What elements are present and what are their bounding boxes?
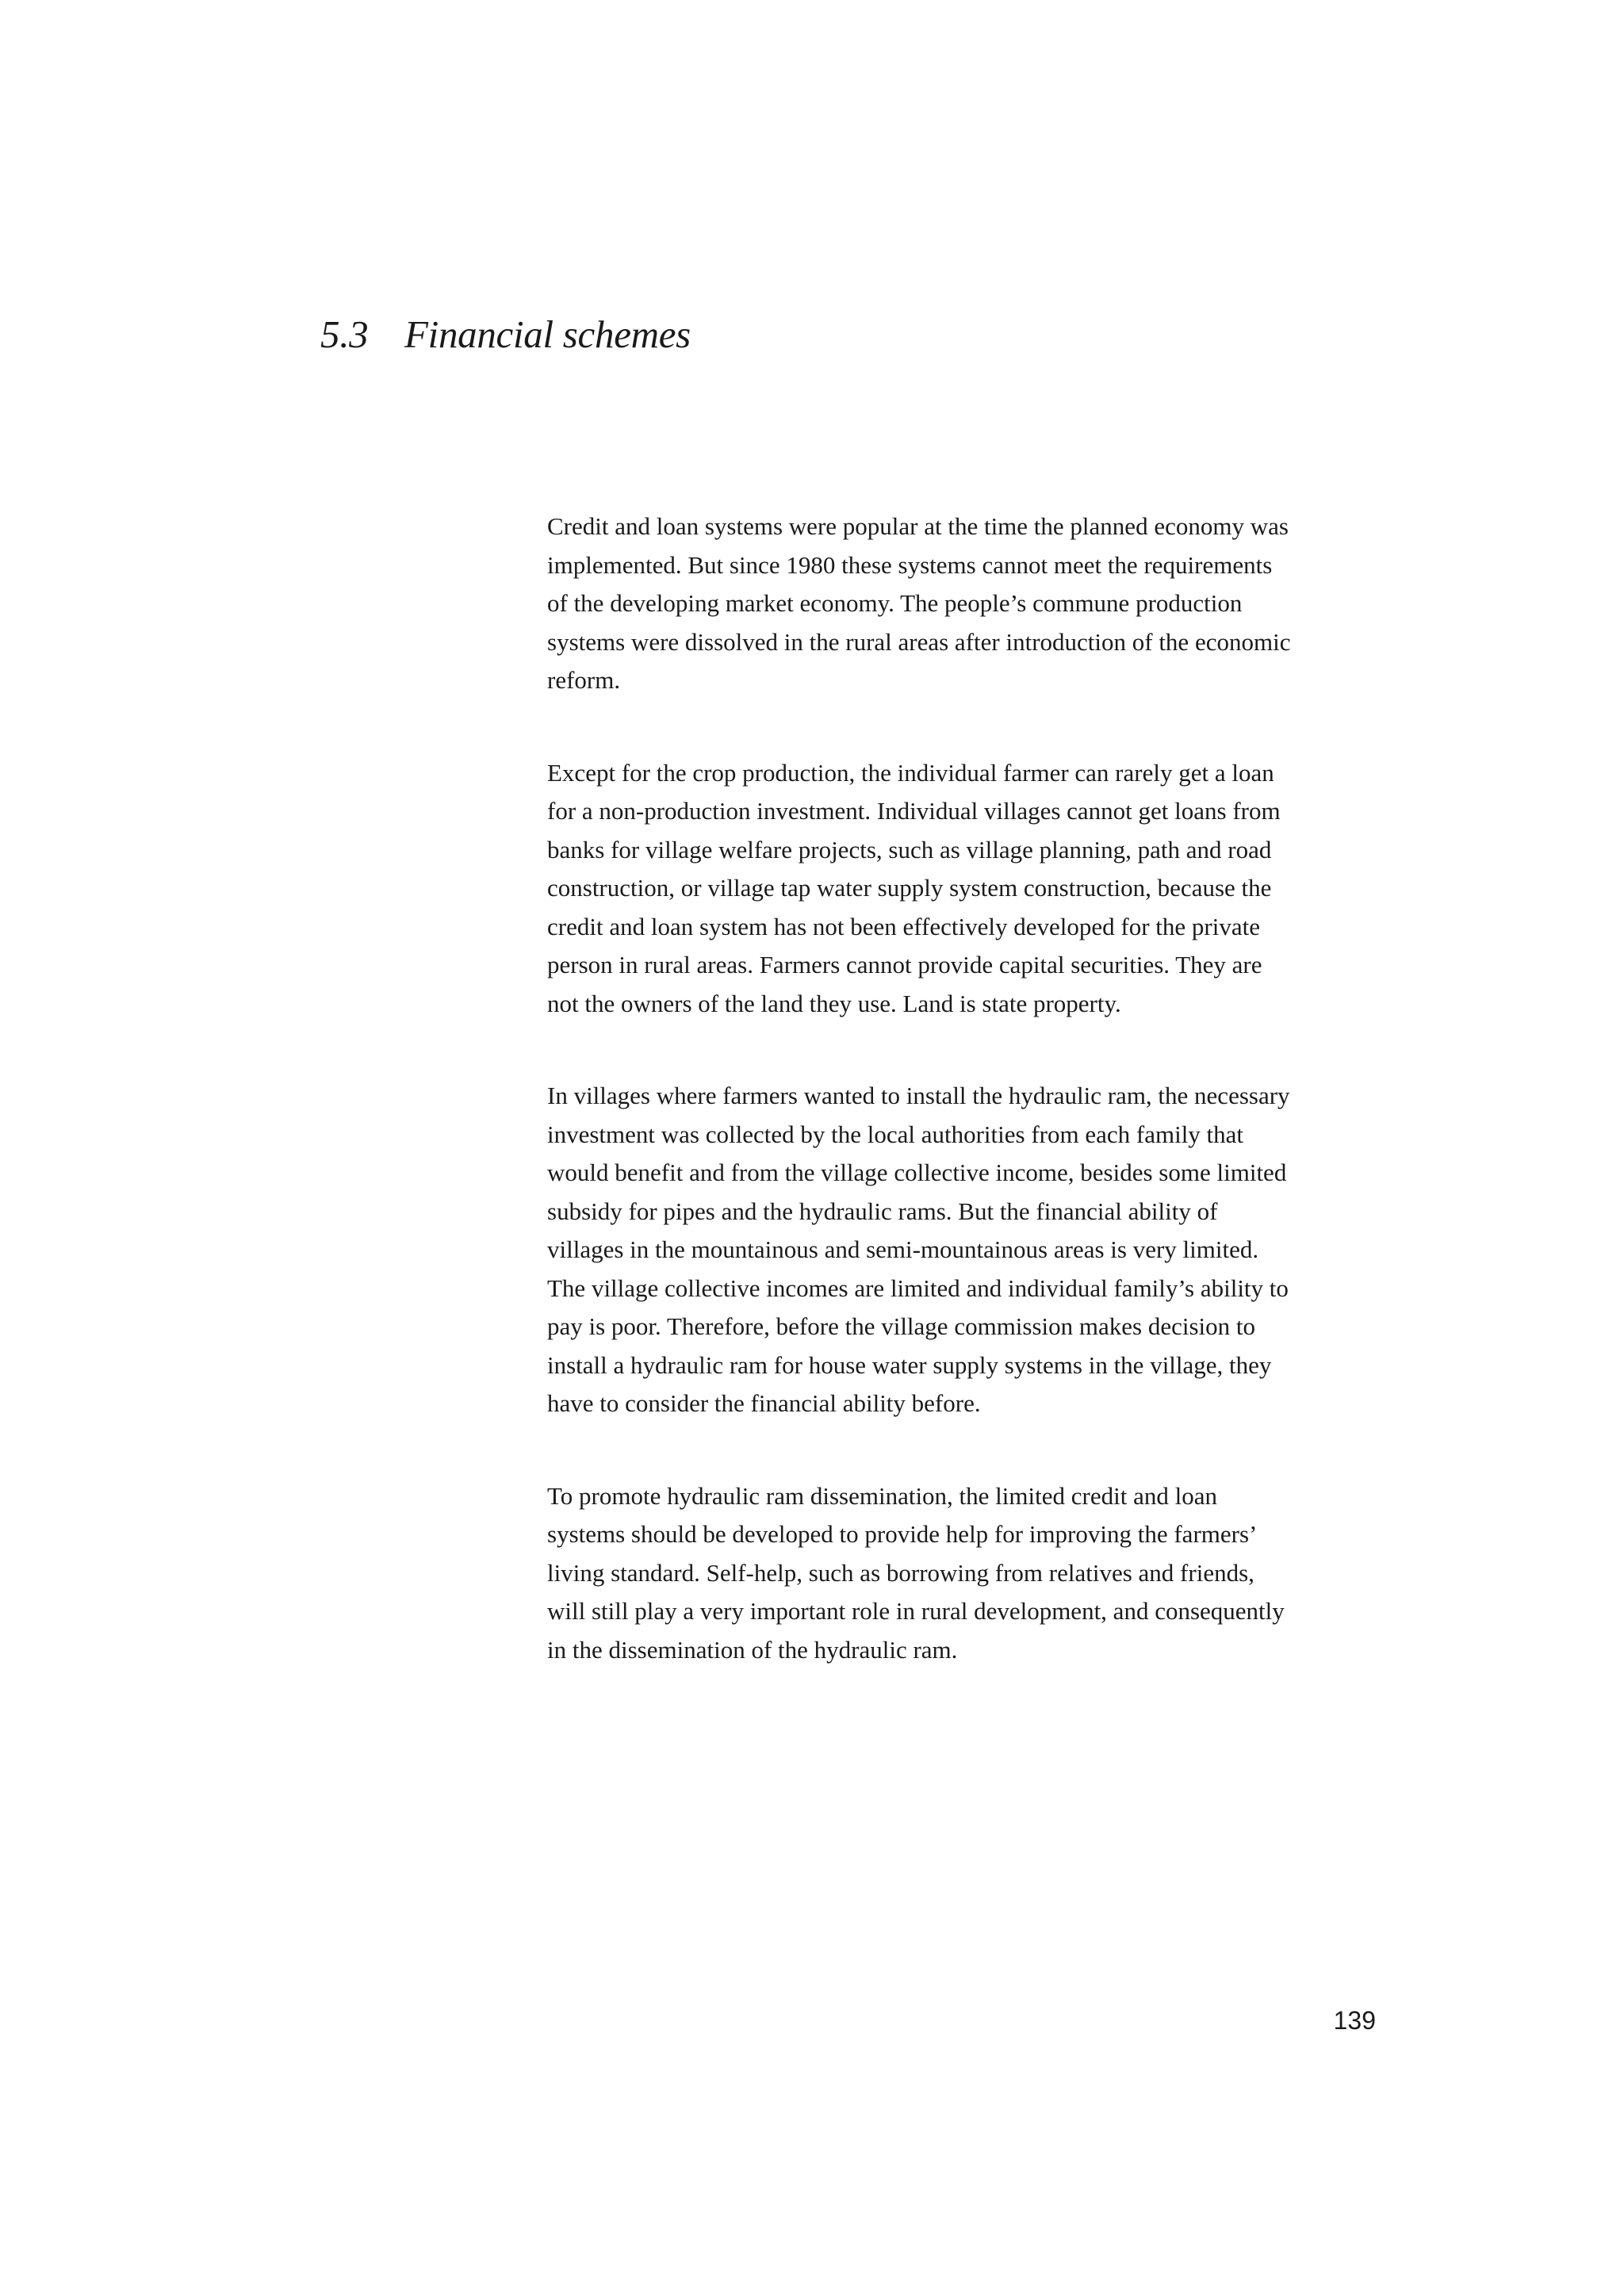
text-line: investment was collected by the local authorities from each family that bbox=[547, 1120, 1244, 1148]
text-line: subsidy for pipes and the hydraulic rams. But the financial ability of bbox=[547, 1197, 1218, 1225]
body-text bbox=[547, 507, 1419, 1723]
paragraph-dissemination bbox=[547, 1477, 1419, 1670]
page-number: 139 bbox=[1333, 2006, 1376, 2035]
text-line: credit and loan system has not been effectively developed for the private bbox=[547, 912, 1260, 940]
text-line: for a non-production investment. Individual villages cannot get loans from bbox=[547, 797, 1281, 825]
text-line: pay is poor. Therefore, before the village commission makes decision to bbox=[547, 1312, 1256, 1340]
section-number: 5.3 bbox=[320, 312, 369, 356]
text-line: Except for the crop production, the individual farmer can rarely get a loan bbox=[547, 758, 1274, 787]
text-line: living standard. Self-help, such as borrowing from relatives and friends, bbox=[547, 1558, 1254, 1587]
text-line: Credit and loan systems were popular at the time the planned economy was bbox=[547, 512, 1289, 540]
paragraph-credit-systems bbox=[547, 507, 1419, 700]
text-line: would benefit and from the village collective income, besides some limited bbox=[547, 1158, 1287, 1186]
text-line: will still play a very important role in rural development, and consequently bbox=[547, 1597, 1285, 1625]
text-line: reform. bbox=[547, 666, 621, 694]
section-heading bbox=[320, 311, 691, 358]
text-line: To promote hydraulic ram dissemination, the limited credit and loan bbox=[547, 1481, 1217, 1510]
text-line: implemented. But since 1980 these systems cannot meet the requirements bbox=[547, 550, 1273, 579]
text-line: The village collective incomes are limited and individual family’s ability to bbox=[547, 1273, 1289, 1302]
text-line: have to consider the financial ability before. bbox=[547, 1389, 981, 1417]
text-line: systems should be developed to provide help for improving the farmers’ bbox=[547, 1520, 1258, 1548]
section-title: Financial schemes bbox=[404, 312, 691, 356]
text-line: of the developing market economy. The people’s commune production bbox=[547, 589, 1243, 617]
text-line: in the dissemination of the hydraulic ram. bbox=[547, 1635, 958, 1664]
paragraph-village-investment bbox=[547, 1077, 1419, 1423]
text-line: install a hydraulic ram for house water supply systems in the village, they bbox=[547, 1350, 1272, 1379]
paragraph-farmer-loans bbox=[547, 754, 1419, 1024]
text-line: not the owners of the land they use. Land is state property. bbox=[547, 989, 1121, 1017]
text-line: In villages where farmers wanted to install the hydraulic ram, the necessary bbox=[547, 1082, 1290, 1109]
text-line: banks for village welfare projects, such as village planning, path and road bbox=[547, 835, 1272, 864]
text-line: construction, or village tap water supply system construction, because the bbox=[547, 874, 1272, 902]
text-line: villages in the mountainous and semi-mountainous areas is very limited. bbox=[547, 1235, 1259, 1263]
text-line: systems were dissolved in the rural areas after introduction of the economic bbox=[547, 627, 1291, 656]
text-line: person in rural areas. Farmers cannot provide capital securities. They are bbox=[547, 951, 1262, 978]
